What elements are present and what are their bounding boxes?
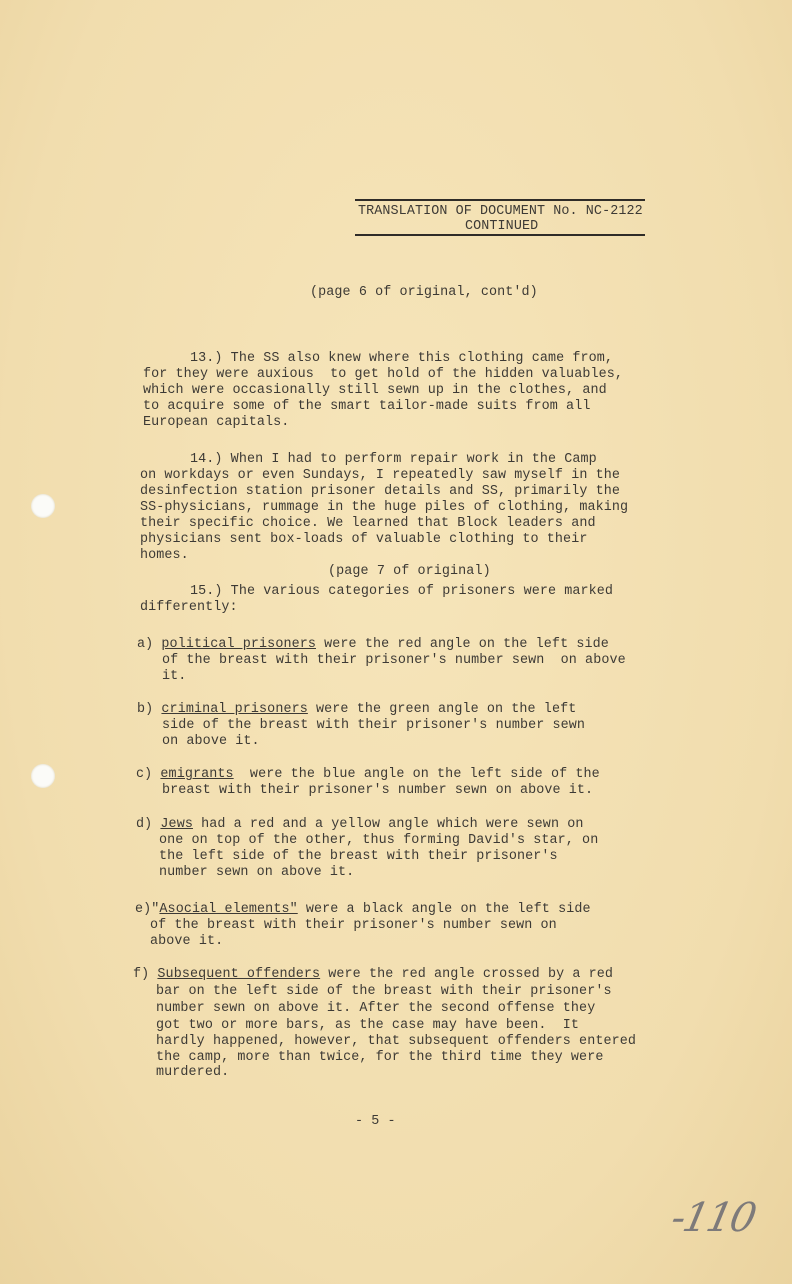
paragraph-line: homes. <box>140 548 189 563</box>
item-term: criminal prisoners <box>161 702 308 717</box>
item-line: the left side of the breast with their prisoner's <box>159 849 558 864</box>
paragraph-line: differently: <box>140 600 238 615</box>
item-line: hardly happened, however, that subsequent offenders entered <box>156 1034 637 1049</box>
item-line: side of the breast with their prisoner's number sewn <box>162 718 586 733</box>
document-subtitle: CONTINUED <box>465 219 539 234</box>
item-line: got two or more bars, as the case may have been. It <box>156 1018 580 1033</box>
paragraph-line: 14.) When I had to perform repair work in the Camp <box>190 452 597 467</box>
paragraph-line: desinfection station prisoner details and SS, primarily the <box>140 484 621 499</box>
item-line: above it. <box>150 934 224 949</box>
item-marker: c) <box>136 767 153 782</box>
list-item <box>133 967 613 983</box>
item-line: were the red angle crossed by a red <box>320 967 614 982</box>
item-line: were the red angle on the left side <box>316 637 609 652</box>
item-line: of the breast with their prisoner's number sewn on above <box>162 653 626 668</box>
list-item <box>137 702 576 718</box>
item-term: Jews <box>160 817 193 832</box>
punch-hole <box>31 764 55 788</box>
item-line: one on top of the other, thus forming David's star, on <box>159 833 599 848</box>
paragraph-line: physicians sent box-loads of valuable clothing to their <box>140 532 588 547</box>
handwritten-page-number: -110 <box>667 1195 759 1241</box>
paragraph-line: SS-physicians, rummage in the huge piles of clothing, making <box>140 500 629 515</box>
list-item <box>136 767 600 783</box>
paragraph-line: which were occasionally still sewn up in the clothes, and <box>143 383 607 398</box>
item-term: Asocial elements" <box>159 902 298 917</box>
list-item <box>136 817 583 833</box>
item-line: on above it. <box>162 734 260 749</box>
page-number: - 5 - <box>355 1114 396 1129</box>
item-line: were a black angle on the left side <box>297 902 591 917</box>
item-line: of the breast with their prisoner's number sewn on <box>150 918 557 933</box>
page-note: (page 6 of original, cont'd) <box>310 285 538 300</box>
item-line: were the green angle on the left <box>307 702 577 717</box>
item-marker: d) <box>136 817 153 832</box>
paragraph-line: European capitals. <box>143 415 290 430</box>
item-marker: b) <box>137 702 154 717</box>
paragraph-line: 13.) The SS also knew where this clothing came from, <box>190 351 614 366</box>
item-line: had a red and a yellow angle which were sewn on <box>192 817 584 832</box>
list-item <box>135 902 591 918</box>
item-line: number sewn on above it. <box>159 865 355 880</box>
item-marker: a) <box>137 637 154 652</box>
page-note: (page 7 of original) <box>328 564 491 579</box>
paragraph-line: to acquire some of the smart tailor-made suits from all <box>143 399 591 414</box>
item-line: bar on the left side of the breast with their prisoner's <box>156 984 612 999</box>
item-line: it. <box>162 669 187 684</box>
punch-hole <box>31 494 55 518</box>
item-line: the camp, more than twice, for the third time they were <box>156 1050 604 1065</box>
paragraph-line: their specific choice. We learned that Block leaders and <box>140 516 596 531</box>
paragraph-line: for they were auxious to get hold of the hidden valuables, <box>143 367 624 382</box>
item-term: Subsequent offenders <box>157 967 321 982</box>
item-line: murdered. <box>156 1065 230 1080</box>
header-rule-bottom <box>355 234 645 236</box>
item-line: were the blue angle on the left side of the <box>233 767 600 782</box>
paragraph-line: on workdays or even Sundays, I repeatedly saw myself in the <box>140 468 621 483</box>
item-term: emigrants <box>160 767 234 782</box>
item-line: breast with their prisoner's number sewn on above it. <box>162 783 594 798</box>
paragraph-line: 15.) The various categories of prisoners were marked <box>190 584 614 599</box>
list-item <box>137 637 609 653</box>
item-term: political prisoners <box>161 637 316 652</box>
item-line: number sewn on above it. After the second offense they <box>156 1001 596 1016</box>
item-marker: f) <box>133 967 150 982</box>
item-marker: e)" <box>135 902 160 917</box>
header-rule-top <box>355 199 645 201</box>
document-title: TRANSLATION OF DOCUMENT No. NC-2122 <box>358 204 643 219</box>
